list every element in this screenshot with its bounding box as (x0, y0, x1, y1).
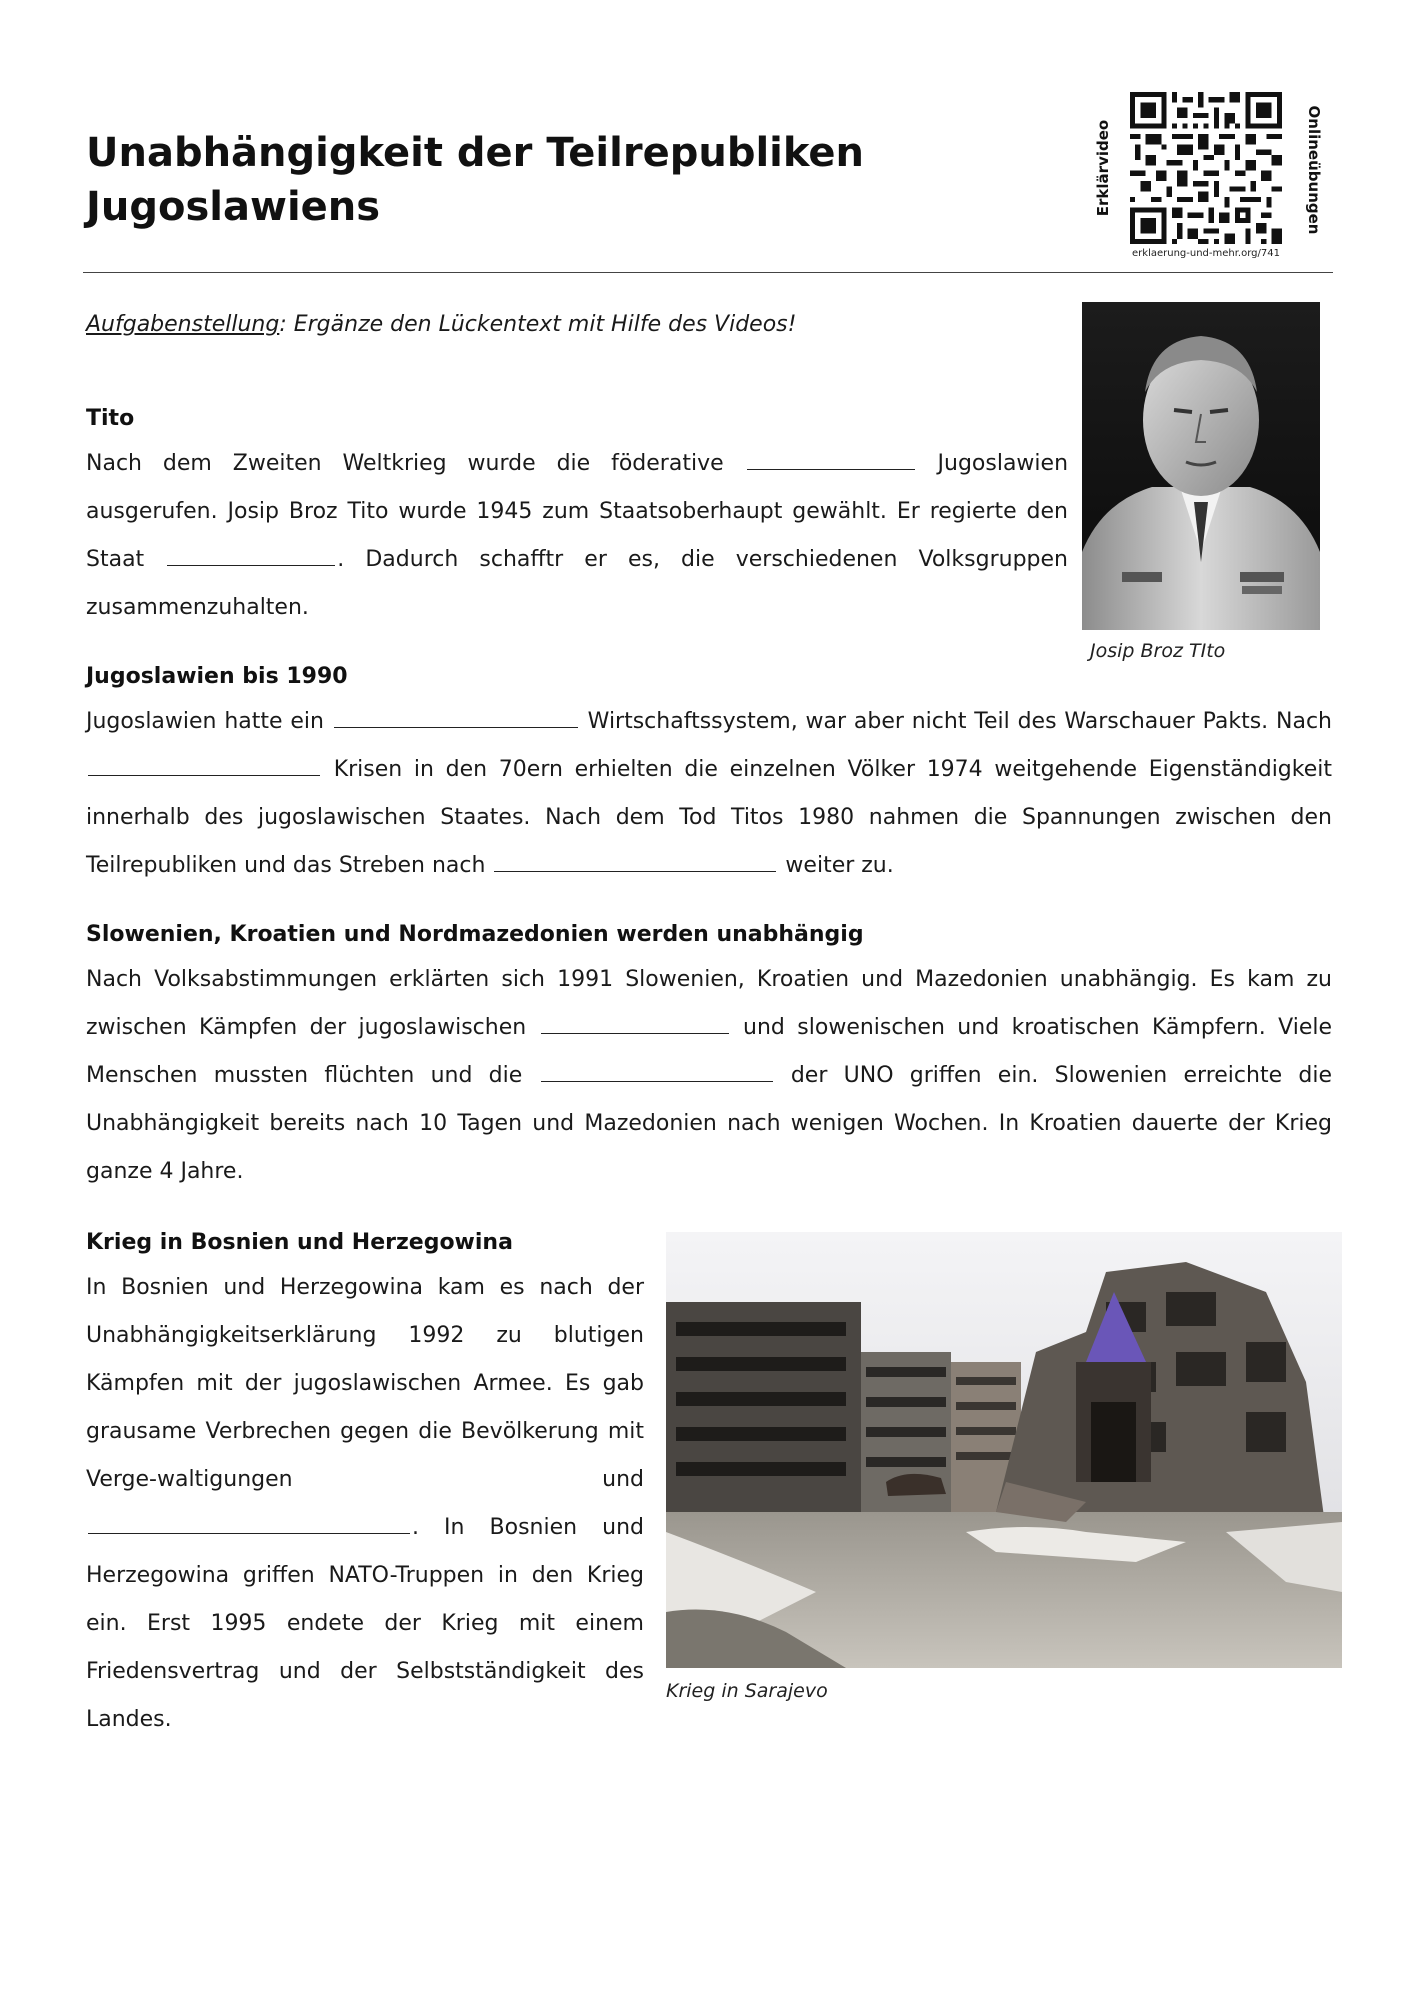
text-segment: und slowenischen und kroatischen Kämpfern. Viele Menschen mussten flüchten und die (86, 1015, 1333, 1088)
text-segment: Jugoslawien ausgerufen. Josip Broz Tito wurde 1945 zum Staatsoberhaupt gewählt. Er regierte den Staat (86, 451, 1069, 572)
sarajevo-war-photo (666, 1232, 1342, 1668)
task-text: : Ergänze den Lückentext mit Hilfe des Videos! (279, 312, 797, 337)
text-segment: weiter zu. (785, 853, 894, 878)
text-segment: Krisen in den 70ern erhielten die einzelnen Völker 1974 weitgehende Eigenständigkeit innerhalb des jugoslawischen Staates. Nach dem Tod Titos 1980 nahmen die Spannungen zwischen den Teilrepubliken und das Streben nach (86, 757, 1332, 878)
blank-field[interactable] (494, 853, 776, 872)
section-heading-slowenien: Slowenien, Kroatien und Nordmazedonien werden unabhängig (86, 922, 864, 947)
header-divider (83, 272, 1333, 273)
video-label: Erklärvideo (1094, 119, 1112, 217)
paragraph-bosnien (86, 1264, 644, 1744)
text-segment: Wirtschaftssystem, war aber nicht Teil des Warschauer Pakts. Nach (587, 709, 1332, 734)
text-segment: Nach Volksabstimmungen erklärten sich 1991 Slowenien, Kroatien und Mazedonien unabhängig. Es kam zu zwischen Kämpfen der jugoslawischen (86, 967, 1332, 1040)
paragraph-slowenien (86, 956, 1332, 1196)
task-label: Aufgabenstellung (86, 312, 280, 337)
page-title-line-2: Jugoslawiens (86, 184, 381, 230)
caption-war: Krieg in Sarajevo (666, 1680, 828, 1702)
text-segment: . Dadurch schafftr er es, die verschiedenen Volksgruppen zusammenzuhalten. (86, 547, 1068, 620)
task-instruction (86, 312, 796, 337)
text-segment: Jugoslawien hatte ein (86, 709, 324, 734)
blank-field[interactable] (88, 757, 320, 776)
online-exercises-label: Onlineübungen (1305, 105, 1323, 235)
blank-field[interactable] (88, 1515, 410, 1534)
section-heading-jugoslawien: Jugoslawien bis 1990 (86, 664, 348, 689)
blank-field[interactable] (541, 1063, 773, 1082)
paragraph-tito (86, 440, 1068, 632)
blank-field[interactable] (167, 547, 335, 566)
tito-portrait-photo (1082, 302, 1320, 630)
text-segment: der UNO griffen ein. Slowenien erreichte die Unabhängigkeit bereits nach 10 Tagen und Mazedonien nach wenigen Wochen. In Kroatien dauerte der Krieg ganze 4 Jahre. (86, 1063, 1332, 1184)
text-segment: Nach dem Zweiten Weltkrieg wurde die föderative (86, 451, 724, 476)
blank-field[interactable] (541, 1015, 729, 1034)
section-heading-tito: Tito (86, 406, 135, 431)
text-segment: . In Bosnien und Herzegowina griffen NATO-Truppen in den Krieg ein. Erst 1995 endete der Krieg mit einem Friedensvertrag und der Selbstständigkeit des Landes. (86, 1515, 644, 1732)
blank-field[interactable] (747, 451, 915, 470)
page-title-line-1: Unabhängigkeit der Teilrepubliken (86, 130, 865, 176)
qr-url[interactable]: erklaerung-und-mehr.org/741 (1132, 248, 1280, 259)
blank-field[interactable] (334, 709, 578, 728)
section-heading-bosnien: Krieg in Bosnien und Herzegowina (86, 1230, 513, 1255)
caption-tito: Josip Broz TIto (1090, 640, 1226, 662)
paragraph-jugoslawien (86, 698, 1332, 890)
qr-code-icon[interactable] (1130, 92, 1282, 244)
page-title (86, 126, 986, 234)
text-segment: In Bosnien und Herzegowina kam es nach der Unabhängigkeitserklärung 1992 zu blutigen Kämpfen mit der jugoslawischen Armee. Es gab grausame Verbrechen gegen die Bevölkerung mit Verge-waltigungen und (86, 1275, 644, 1492)
